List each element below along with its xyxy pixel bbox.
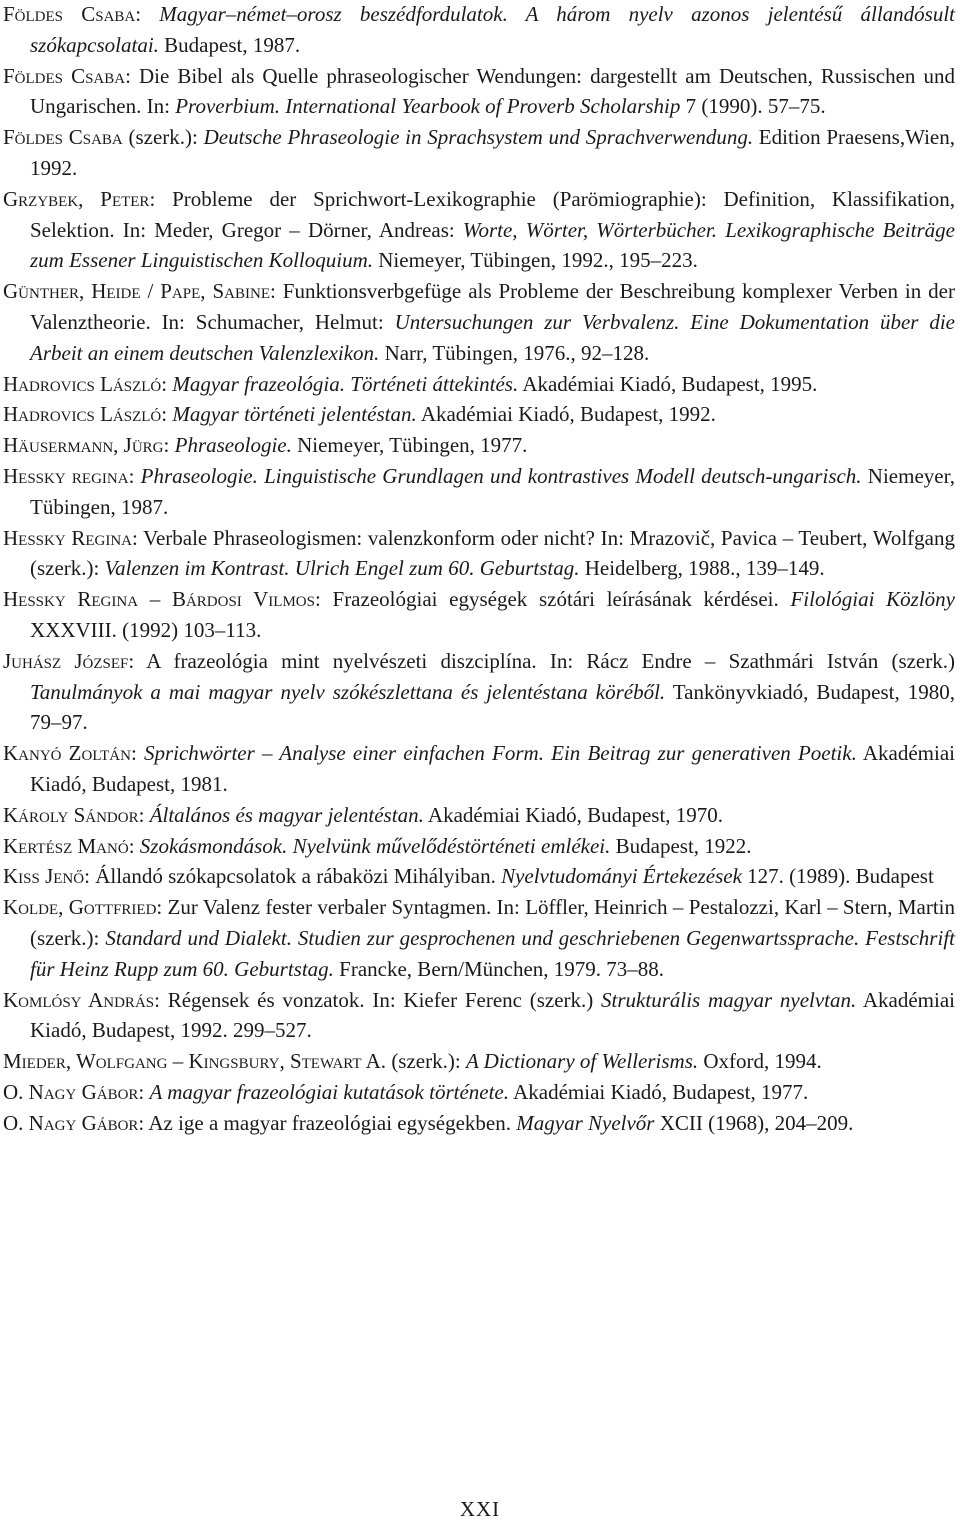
entry-text: : A frazeológia mint nyelvészeti diszciplína. In: Rácz Endre – Szathmári István (szerk.) — [128, 648, 955, 673]
entry-author: Komlósy András — [3, 987, 155, 1012]
entry-text: : Állandó szókapcsolatok a rábaközi Mihályiban. — [84, 864, 502, 889]
entry-author: Hessky Regina – Bárdosi Vilmos — [3, 587, 315, 612]
entry-text: : Die Bibel als Quelle phraseologischer Wendungen: dargestellt am Deutschen, Russischen und Ungarischen. In: — [30, 63, 955, 119]
entry-title: Magyar Nyelvőr — [516, 1110, 655, 1135]
entry-title: Nyelvtudományi Értekezések — [501, 864, 742, 889]
bibliography-entry — [3, 369, 955, 400]
entry-text: Akadémiai Kiadó, Budapest, 1995. — [518, 371, 818, 396]
bibliography-entry — [3, 1108, 955, 1139]
entry-text: Budapest, 1922. — [610, 833, 752, 858]
entry-text: Edition Praesens,Wien, 1992. — [30, 125, 955, 180]
entry-text: Tankönyvkiadó, Budapest, 1980, 79–97. — [30, 679, 955, 735]
entry-text: : Verbale Phraseologismen: valenzkonform oder nicht? In: Mrazovič, Pavica – Teubert, Wolfgang (szerk.): — [30, 525, 955, 581]
entry-text: : — [128, 833, 140, 858]
entry-text: Akadémiai Kiadó, Budapest, 1977. — [509, 1079, 809, 1104]
entry-author: Häusermann, Jürg — [3, 433, 164, 458]
entry-author: Földes Csaba — [3, 63, 126, 88]
entry-author: Günther, Heide / Pape, Sabine — [3, 279, 270, 304]
entry-title: Valenzen im Kontrast. Ulrich Engel zum 60. Geburtstag. — [104, 556, 580, 581]
entry-text: : — [161, 402, 173, 427]
entry-title: Untersuchungen zur Verbvalenz. Eine Dokumentation über die Arbeit an einem deutschen Valenzlexikon. — [30, 309, 955, 365]
entry-text: : — [161, 371, 173, 396]
entry-text: Narr, Tübingen, 1976., 92–128. — [379, 340, 650, 365]
bibliography-entry — [3, 646, 955, 738]
entry-text: : — [128, 463, 141, 488]
entry-text: Oxford, 1994. — [698, 1049, 822, 1074]
entry-text: (szerk.): — [386, 1049, 466, 1074]
entry-text: Akadémiai Kiadó, Budapest, 1981. — [30, 741, 955, 796]
bibliography-entry — [3, 399, 955, 430]
bibliography-entry — [3, 861, 955, 892]
entry-text: Heidelberg, 1988., 139–149. — [579, 556, 825, 581]
entry-text: : — [135, 2, 160, 26]
entry-author: Kanyó Zoltán — [3, 741, 131, 766]
entry-author: Hessky Regina — [3, 525, 132, 550]
entry-title: Phraseologie. — [174, 433, 292, 458]
entry-title: Proverbium. International Yearbook of Proverb Scholarship — [175, 94, 681, 119]
bibliography-entry — [3, 0, 955, 61]
entry-text: Budapest, 1987. — [158, 32, 301, 57]
bibliography-entry — [3, 1046, 955, 1077]
entry-text: Niemeyer, Tübingen, 1977. — [291, 433, 528, 458]
bibliography-entry — [3, 892, 955, 984]
entry-text: : Frazeológiai egységek szótári leírásának kérdései. — [314, 587, 791, 612]
entry-author: Grzybek, Peter — [3, 186, 150, 211]
entry-title: A Dictionary of Wellerisms. — [465, 1049, 699, 1074]
entry-text: : Funktionsverbgefüge als Probleme der Beschreibung komplexer Verben in der Valenztheorie. In: Schumacher, Helmut: — [30, 279, 955, 334]
entry-author: Kolde, Gottfried — [3, 895, 157, 920]
entry-text: XCII (1968), 204–209. — [654, 1110, 854, 1135]
entry-title: Általános és magyar jelentéstan. — [149, 802, 424, 827]
entry-author: Juhász József — [3, 648, 129, 673]
entry-text: : — [138, 1079, 150, 1104]
bibliography-entry — [3, 800, 955, 831]
entry-author: O. Nagy Gábor — [3, 1079, 139, 1104]
entry-title: Szokásmondások. Nyelvünk művelődéstörténeti emlékei. — [139, 833, 611, 858]
entry-text: Akadémiai Kiadó, Budapest, 1992. 299–527. — [30, 987, 955, 1043]
entry-text: Akadémiai Kiadó, Budapest, 1992. — [416, 402, 716, 427]
entry-title: Sprichwörter – Analyse einer einfachen Form. Ein Beitrag zur generativen Poetik. — [143, 741, 857, 766]
entry-text: XXXVIII. (1992) 103–113. — [30, 617, 262, 642]
entry-title: Magyar–német–orosz beszédfordulatok. A három nyelv azonos jelentésű állandósult szókapcsolatai. — [30, 2, 955, 57]
entry-author: Kertész Manó — [3, 833, 129, 858]
entry-text: Akadémiai Kiadó, Budapest, 1970. — [423, 802, 724, 827]
entry-title: A magyar frazeológiai kutatások története. — [149, 1079, 509, 1104]
bibliography-entry — [3, 985, 955, 1047]
page-number: XXI — [459, 1497, 501, 1521]
bibliography-entry — [3, 61, 955, 123]
bibliography-entry — [3, 430, 955, 461]
bibliography-list — [3, 0, 955, 1138]
entry-text: : — [163, 433, 175, 458]
entry-text: : Zur Valenz fester verbaler Syntagmen. In: Löffler, Heinrich – Pestalozzi, Karl – Stern, Martin (szerk.): — [30, 895, 955, 950]
entry-author: O. Nagy Gábor — [3, 1110, 139, 1135]
entry-text: : Az ige a magyar frazeológiai egységekben. — [138, 1110, 517, 1135]
entry-text: : — [138, 802, 150, 827]
bibliography-entry — [3, 584, 955, 646]
entry-text: 7 (1990). 57–75. — [680, 94, 826, 119]
entry-author: Hadrovics László — [3, 371, 162, 396]
entry-text: 127. (1989). Budapest — [741, 864, 934, 889]
entry-text: Francke, Bern/München, 1979. 73–88. — [333, 956, 665, 981]
entry-author: Mieder, Wolfgang – Kingsbury, Stewart A. — [3, 1049, 387, 1074]
entry-title: Magyar történeti jelentéstan. — [172, 402, 417, 427]
entry-author: Hadrovics László — [3, 402, 162, 427]
bibliography-entry — [3, 523, 955, 585]
bibliography-entry — [3, 831, 955, 862]
entry-text: : — [130, 741, 144, 766]
entry-author: Hessky regina — [3, 463, 129, 488]
entry-author: Kiss Jenő — [3, 864, 85, 889]
entry-author: Károly Sándor — [3, 802, 139, 827]
bibliography-entry — [3, 1077, 955, 1108]
entry-author: Földes Csaba — [3, 125, 123, 150]
entry-author: Földes Csaba — [3, 2, 136, 26]
entry-text: Niemeyer, Tübingen, 1987. — [30, 463, 955, 519]
bibliography-entry — [3, 122, 955, 184]
entry-text: Niemeyer, Tübingen, 1992., 195–223. — [373, 248, 698, 273]
entry-title: Strukturális magyar nyelvtan. — [601, 987, 857, 1012]
entry-title: Tanulmányok a mai magyar nyelv szókészlettana és jelentéstana köréből. — [30, 679, 666, 704]
bibliography-entry — [3, 738, 955, 800]
bibliography-entry — [3, 184, 955, 276]
entry-title: Magyar frazeológia. Történeti áttekintés. — [172, 371, 519, 396]
bibliography-entry — [3, 461, 955, 523]
entry-title: Standard und Dialekt. Studien zur gesprochenen und geschriebenen Gegenwartssprache. Festschrift für Heinz Rupp zum 60. Geburtstag. — [30, 925, 955, 981]
entry-text: : Probleme der Sprichwort-Lexikographie (Parömiographie): Definition, Klassifikation, Selektion. In: Meder, Gregor – Dörner, Andreas: — [30, 186, 955, 242]
entry-title: Phraseologie. Linguistische Grundlagen und kontrastives Modell deutsch-ungarisch. — [140, 463, 862, 488]
entry-title: Filológiai Közlöny — [790, 587, 955, 612]
entry-title: Worte, Wörter, Wörterbücher. Lexikographische Beiträge zum Essener Linguistischen Kolloquium. — [30, 217, 955, 273]
bibliography-entry — [3, 276, 955, 368]
entry-title: Deutsche Phraseologie in Sprachsystem und Sprachverwendung. — [203, 125, 754, 150]
entry-text: : Régensek és vonzatok. In: Kiefer Ferenc (szerk.) — [154, 987, 602, 1012]
entry-text: (szerk.): — [122, 125, 204, 150]
